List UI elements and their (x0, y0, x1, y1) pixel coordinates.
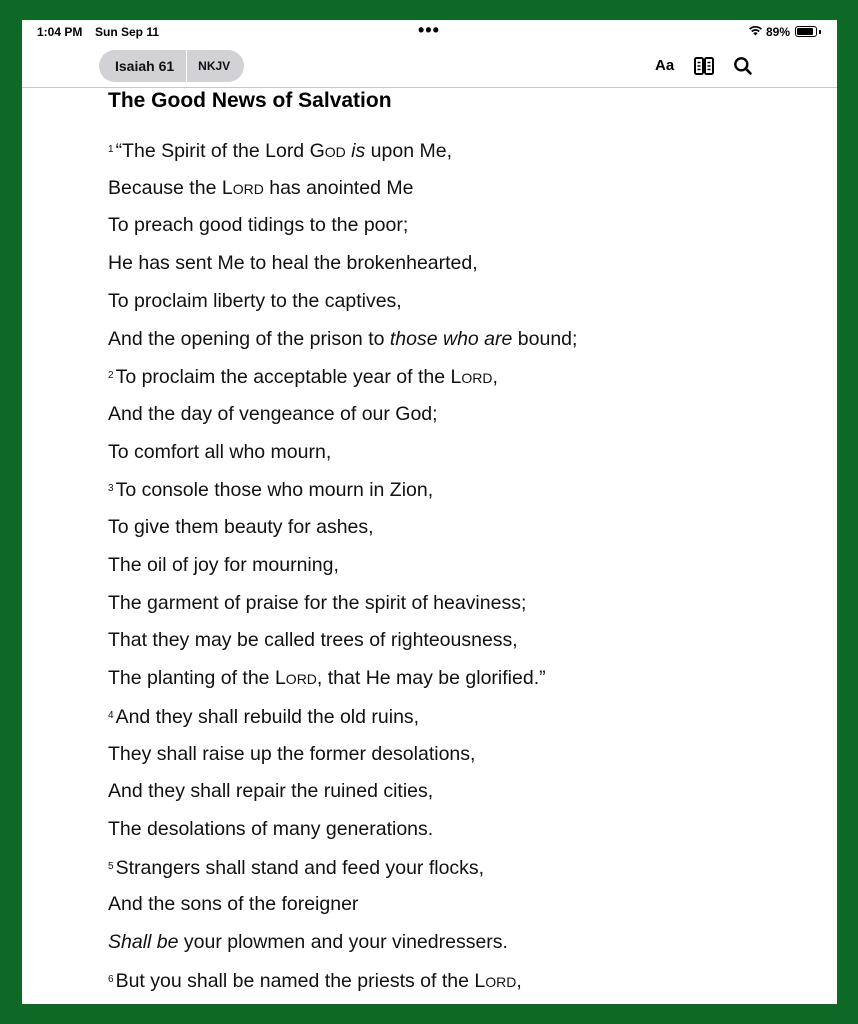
verse-line[interactable] (108, 891, 577, 929)
verse-text: They shall raise up the former desolations, (108, 742, 476, 765)
verse-text: has anointed Me (263, 176, 414, 199)
verse-text: And they shall repair the ruined cities, (108, 780, 434, 803)
verse-text: Lord (450, 366, 493, 389)
verse-line[interactable] (108, 967, 577, 1004)
verse-text: That they may be called trees of righteousness, (108, 629, 518, 652)
verse-line[interactable] (108, 552, 577, 590)
wifi-icon (748, 24, 763, 36)
battery-cap (819, 30, 821, 34)
verse-text: is (351, 140, 366, 162)
battery-icon (795, 26, 817, 37)
verse-text: And the sons of the foreigner (108, 893, 359, 916)
verse-text: those who are (389, 327, 513, 350)
verse-text: And they shall rebuild the old ruins, (115, 705, 420, 728)
verse-text: The garment of praise for the spirit of heaviness; (108, 591, 527, 614)
status-bar (22, 20, 837, 44)
verse-line[interactable] (108, 741, 577, 779)
font-settings-button[interactable]: Aa (655, 57, 675, 74)
verse-text: And the opening of the prison to (108, 327, 390, 350)
verse-line[interactable] (108, 929, 577, 967)
status-time: 1:04 PM (37, 25, 83, 39)
verse-line[interactable] (108, 627, 577, 665)
verse-text: But you shall be named the priests of the (115, 969, 475, 992)
verse-line[interactable] (108, 288, 577, 326)
passage-selector (99, 50, 244, 82)
search-icon[interactable] (733, 56, 753, 76)
verse-text: Lord (221, 176, 264, 199)
verse-text: The oil of joy for mourning, (108, 553, 339, 576)
verse-list (108, 137, 577, 1004)
verse-line[interactable] (108, 439, 577, 477)
verse-text: Shall be (108, 931, 179, 954)
verse-line[interactable] (108, 816, 577, 854)
verse-text: The planting of the (108, 667, 275, 690)
verse-line[interactable] (108, 326, 577, 364)
verse-number: 2 (108, 370, 114, 382)
verse-number: 6 (108, 973, 114, 985)
verse-text: To give them beauty for ashes, (108, 516, 374, 539)
verse-text: bound; (512, 327, 578, 350)
verse-line[interactable] (108, 476, 577, 514)
verse-line[interactable] (108, 175, 577, 213)
verse-number: 4 (108, 709, 114, 721)
verse-text: , (516, 969, 522, 992)
app-screen (22, 20, 837, 1004)
verse-line[interactable] (108, 665, 577, 703)
verse-text: To console those who mourn in Zion, (115, 479, 434, 502)
version-button[interactable]: NKJV (198, 59, 231, 73)
verse-line[interactable] (108, 363, 577, 401)
verse-text: Lord (274, 667, 317, 690)
verse-line[interactable] (108, 137, 577, 175)
verse-line[interactable] (108, 590, 577, 628)
book-chapter-button[interactable]: Isaiah 61 (115, 58, 175, 74)
verse-text: upon Me, (365, 140, 452, 162)
verse-text: To comfort all who mourn, (108, 440, 332, 463)
parallel-bible-icon[interactable] (693, 56, 715, 76)
verse-line[interactable] (108, 514, 577, 552)
section-heading: The Good News of Salvation (108, 89, 392, 112)
verse-text: To proclaim liberty to the captives, (108, 289, 402, 312)
verse-line[interactable] (108, 854, 577, 892)
verse-text: And the day of vengeance of our God; (108, 403, 438, 426)
reader-toolbar (22, 48, 837, 88)
verse-text: He has sent Me to heal the brokenhearted, (108, 252, 478, 275)
verse-text: “The Spirit of the Lord (115, 140, 310, 162)
verse-line[interactable] (108, 778, 577, 816)
verse-text: Strangers shall stand and feed your flocks, (115, 856, 485, 879)
verse-text: , (492, 366, 498, 389)
verse-text: , that He may be glorified.” (316, 667, 546, 690)
battery-percent: 89% (766, 25, 791, 39)
verse-text: God (309, 140, 346, 162)
verse-line[interactable] (108, 250, 577, 288)
verse-text: Because the (108, 176, 222, 199)
verse-line[interactable] (108, 401, 577, 439)
verse-line[interactable] (108, 703, 577, 741)
battery-fill (797, 28, 813, 35)
verse-number: 3 (108, 483, 114, 495)
verse-number: 1 (108, 144, 114, 155)
verse-text: your plowmen and your vinedressers. (178, 931, 508, 954)
verse-number: 5 (108, 860, 114, 872)
verse-line[interactable] (108, 212, 577, 250)
verse-text: Lord (474, 969, 517, 992)
verse-text: To preach good tidings to the poor; (108, 214, 409, 237)
verse-text: The desolations of many generations. (108, 817, 434, 840)
verse-text: To proclaim the acceptable year of the (115, 366, 451, 389)
multitasking-dots-icon[interactable]: ••• (418, 20, 440, 40)
status-date: Sun Sep 11 (95, 25, 160, 39)
